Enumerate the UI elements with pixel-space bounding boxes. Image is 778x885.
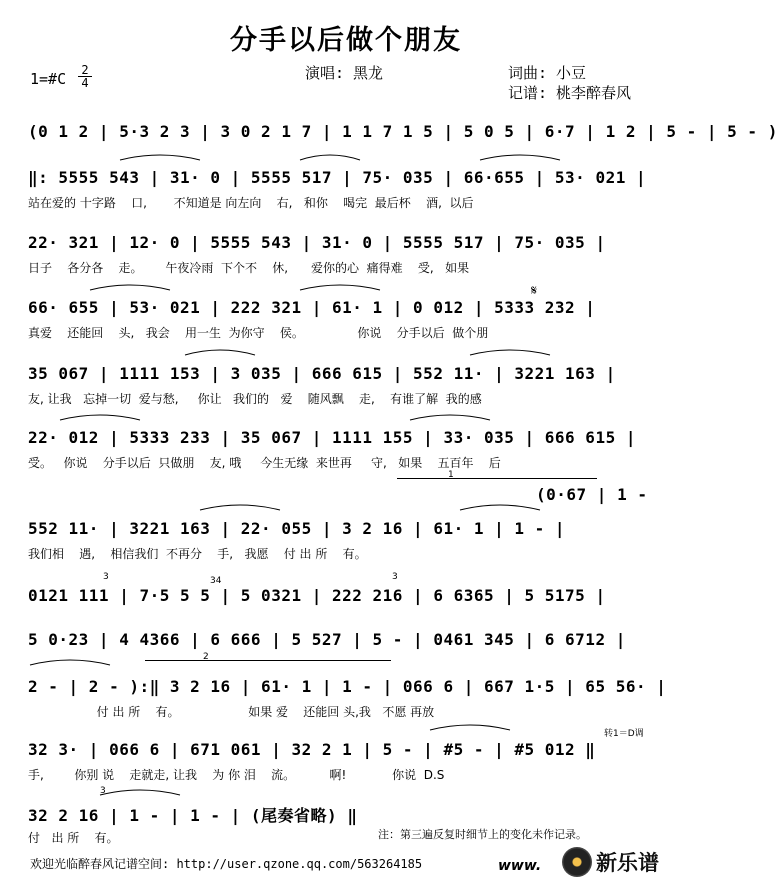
staff-row-10 [28,677,667,696]
notation-row: 32 2 16 | 1 - | 1 - | (尾奏省略) ‖ [28,806,358,825]
staff-row-4 [28,364,660,383]
record-disc-icon [562,847,592,877]
lyrics-row-4: 友, 让我 忘掉一切 爱与愁, 你让 我们的 爱 随风飘 走, 有谁了解 我的感 [28,392,482,406]
notation-row: 32 3· | 066 6 | 671 061 | 32 2 1 | 5 - | #5 - | #5 012 ‖ [28,740,596,759]
volta-bracket-2 [145,660,391,661]
segno-mark: 𝄋 [531,283,538,299]
notation-row: 0121 111 | 7·5 5 5 | 5 0321 | 222 216 | 6 6365 | 5 5175 | [28,586,606,605]
staff-row-11 [28,740,660,759]
site-logo [562,844,688,880]
notation-row: 22· 012 | 5333 233 | 35 067 | 1111 155 | 33· 035 | 666 615 | [28,428,636,447]
lyrics-row-10: 付 出 所 有。 如果 爱 还能回 头,我 不愿 再放 [28,705,435,719]
volta-2-label: 2 [203,652,209,662]
time-signature-top: 2 [81,63,89,77]
staff-row-5 [28,428,660,447]
notation-row: 35 067 | 1111 153 | 3 035 | 666 615 | 552 11· | 3221 163 | [28,364,616,383]
footer-text: 欢迎光临醉春风记谱空间: http://user.qzone.qq.com/563264185 [30,857,423,871]
staff-row-6 [536,485,666,504]
grace-notes-mark: 34 [210,576,222,586]
transpose-mark: 转1＝D调 [604,729,644,739]
watermark-url: www. [498,858,542,874]
scribe-credit: 记谱: 桃李醉春风 [508,84,632,102]
lyrics-row-7: 我们相 遇, 相信我们 不再分 手, 我愿 付 出 所 有。 [28,547,367,561]
key-signature: 1=#C [30,70,67,88]
notation-row: 66· 655 | 53· 021 | 222 321 | 61· 1 | 0 012 | 5333 232 | [28,298,596,317]
singer-credit: 演唱: 黑龙 [305,64,384,82]
notation-row: 5 0·23 | 4 4366 | 6 666 | 5 527 | 5 - | 0461 345 | 6 6712 | [28,630,626,649]
lyricist-credit: 词曲: 小豆 [508,64,587,82]
song-title: 分手以后做个朋友 [230,25,462,56]
staff-row-12 [28,803,660,826]
staff-row-8 [28,586,660,605]
lyrics-row-11: 手, 你别 说 走就走, 让我 为 你 泪 流。 啊! 你说 D.S [28,768,445,782]
notation-row: (0 1 2 | 5·3 2 3 | 3 0 2 1 7 | 1 1 7 1 5 | 5 0 5 | 6·7 | 1 2 | 5 - | 5 - ) [28,122,778,141]
staff-row-2 [28,233,660,252]
notation-row: 22· 321 | 12· 0 | 5555 543 | 31· 0 | 5555 517 | 75· 035 | [28,233,606,252]
staff-row-1 [28,168,660,187]
time-signature [78,64,92,89]
notation-row: ‖: 5555 543 | 31· 0 | 5555 517 | 75· 035 | 66·655 | 53· 021 | [28,168,647,187]
lyrics-row-12: 付 出 所 有。 [28,831,119,845]
staff-row-3 [28,298,660,317]
time-signature-bottom: 4 [81,76,89,90]
lyrics-row-1: 站在爱的 十字路 口, 不知道是 向左向 右, 和你 喝完 最后杯 酒, 以后 [28,196,474,210]
staff-row-0 [28,122,778,141]
triplet-mark: 3 [100,786,106,796]
notation-row: 552 11· | 3221 163 | 22· 055 | 3 2 16 | 61· 1 | 1 - | [28,519,566,538]
staff-row-7 [28,519,660,538]
triplet-mark: 3 [392,572,398,582]
notation-row: (0·67 | 1 - [536,485,648,504]
lyrics-row-3: 真爱 还能回 头, 我会 用一生 为你守 侯。 你说 分手以后 做个朋 [28,326,489,340]
lyrics-row-2: 日子 各分各 走。 午夜冷雨 下个不 休, 爱你的心 痛得难 受, 如果 [28,261,470,275]
volta-1-label: 1 [448,470,454,480]
notation-row: 2 - | 2 - ):‖ 3 2 16 | 61· 1 | 1 - | 066 6 | 667 1·5 | 65 56· | [28,677,667,696]
volta-bracket-1 [397,478,597,479]
staff-row-9 [28,630,660,649]
lyrics-row-5: 受。 你说 分手以后 只做朋 友, 哦 今生无缘 来世再 守, 如果 五百年 后 [28,456,501,470]
triplet-mark: 3 [103,572,109,582]
logo-text: 新乐谱 [596,851,659,875]
notation-remark: 注：第三遍反复时细节上的变化未作记录。 [378,828,587,841]
